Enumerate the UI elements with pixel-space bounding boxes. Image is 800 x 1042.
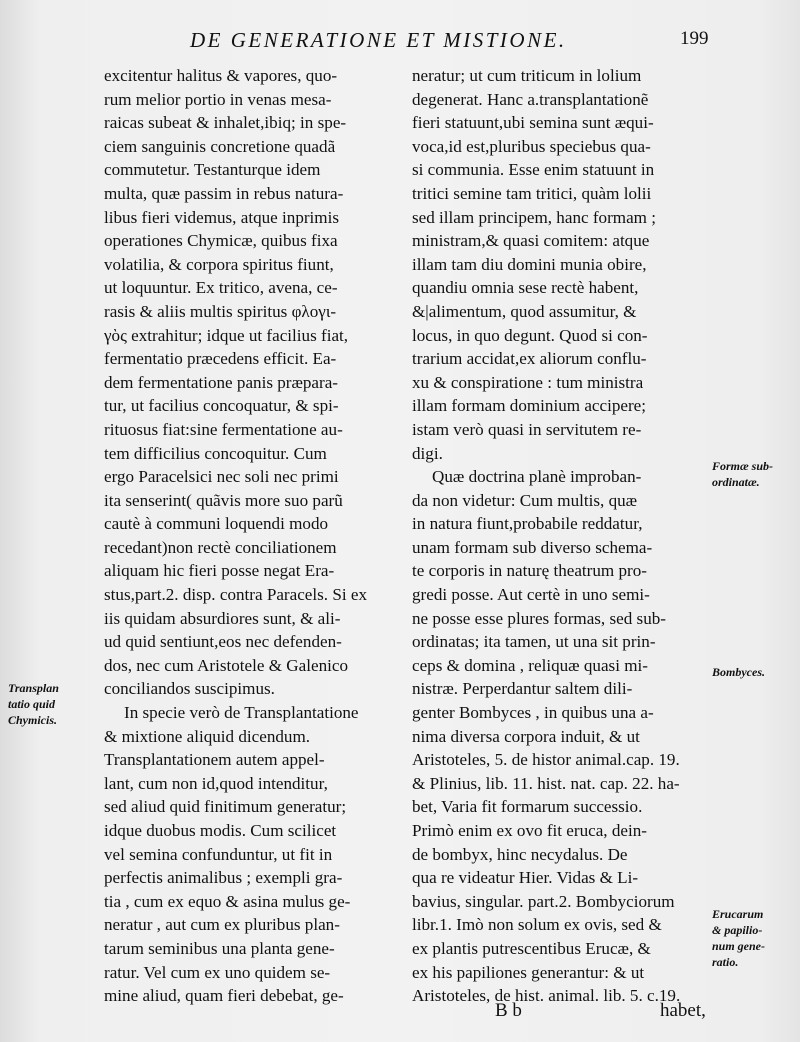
text-line: neratur; ut cum triticum in lolium (412, 66, 642, 85)
running-title: DE GENERATIONE ET MISTIONE. (190, 28, 567, 52)
text-line: aliquam hic fieri posse negat Era- (104, 561, 335, 581)
text-line: illam formam dominium accipere; (412, 396, 647, 416)
text-line: ex his papiliones generantur: & ut (412, 962, 645, 982)
text-line: multa, quæ passim in rebus natura- (104, 183, 344, 203)
text-line: digi. (412, 443, 443, 463)
text-line: recedant)non rectè conciliationem (104, 537, 337, 557)
text-line: ut loquuntur. Ex tritico, avena, ce- (104, 278, 338, 298)
margin-note-formae (712, 458, 798, 490)
margin-note-line: & papilio- (712, 923, 763, 937)
text-line: mine aliud, quam fieri debebat, ge- (104, 986, 344, 1006)
text-line: lant, cum non id,quod intenditur, (104, 773, 328, 793)
text-line: degenerat. Hanc a.transplantationẽ (412, 89, 649, 109)
text-line: excitentur halitus & vapores, quo- (104, 66, 338, 85)
text-line: operationes Chymicæ, quibus fixa (104, 231, 338, 251)
text-line: nistræ. Perperdantur saltem dili- (412, 679, 633, 699)
text-line: trarium accidat,ex aliorum conflu- (412, 349, 647, 369)
text-line: libus fieri videmus, atque inprimis (104, 207, 340, 227)
text-line: in natura fiunt,probabile reddatur, (412, 514, 643, 534)
text-line: idque duobus modis. Cum scilicet (104, 821, 337, 840)
margin-note-bombyces (712, 664, 798, 680)
text-line: rituosus fiat:sine fermentatione au- (104, 419, 343, 439)
text-line: In specie verò de Transplantatione (124, 703, 359, 723)
right-text-column (412, 64, 710, 1008)
text-line: bavius, singular. part.2. Bombyciorum (412, 891, 675, 911)
text-line: ratur. Vel cum ex uno quidem se- (104, 962, 331, 982)
margin-note-line: ordinatæ. (712, 475, 760, 489)
text-line: illam tam diu domini munia obire, (412, 254, 647, 274)
text-line: qua re videatur Hier. Vidas & Li- (412, 868, 639, 888)
margin-note-erucarum (712, 906, 798, 970)
signature-mark: B b (495, 1000, 522, 1021)
text-line: voca,id est,pluribus speciebus qua- (412, 136, 651, 156)
margin-note-line: Formæ sub- (712, 459, 774, 473)
page-number: 199 (680, 28, 709, 49)
text-line: neratur , aut cum ex pluribus plan- (104, 915, 340, 935)
margin-note-line: num gene- (712, 939, 766, 953)
text-line: tarum seminibus una planta gene- (104, 938, 335, 958)
text-line: ciem sanguinis concretione quadã (104, 136, 336, 156)
text-line: dem fermentatione panis præpara- (104, 372, 338, 392)
text-line: libr.1. Imò non solum ex ovis, sed & (412, 915, 662, 935)
text-line: nima diversa corpora induit, & ut (412, 726, 640, 746)
text-line: genter Bombyces , in quibus una a- (412, 703, 654, 723)
text-line: ex plantis putrescentibus Erucæ, & (412, 938, 651, 958)
text-line: ministram,& quasi comitem: atque (412, 231, 650, 251)
text-line: istam verò quasi in servitutem re- (412, 419, 642, 439)
text-line: fieri statuunt,ubi semina sunt æqui- (412, 113, 654, 133)
text-line: stus,part.2. disp. contra Paracels. Si ex (104, 585, 368, 605)
text-line: vel semina confunduntur, ut fit in (104, 844, 333, 864)
text-line: unam formam sub diverso schema- (412, 537, 653, 557)
text-line: Primò enim ex ovo fit eruca, dein- (412, 821, 647, 840)
text-line: ne posse esse plures formas, sed sub- (412, 608, 666, 628)
margin-note-line: Transplan (8, 681, 59, 695)
text-line: dos, nec cum Aristotele & Galenico (104, 655, 348, 675)
text-line: rum melior portio in venas mesa- (104, 89, 332, 109)
text-line: sed illam principem, hanc formam ; (412, 207, 656, 227)
text-line: quandiu omnia sese rectè habent, (412, 278, 639, 298)
catchword: habet, (660, 1000, 706, 1021)
margin-note-line: tatio quid (8, 697, 56, 711)
text-line: Aristoteles, 5. de histor animal.cap. 19. (412, 750, 680, 770)
text-line: bet, Varia fit formarum successio. (412, 797, 643, 817)
text-line: Aristoteles, de hist. animal. lib. 5. c.19. (412, 986, 681, 1006)
text-line: te corporis in naturę theatrum pro- (412, 561, 647, 581)
text-line: da non videtur: Cum multis, quæ (412, 490, 638, 510)
text-line: ita senserint( quãvis more suo parũ (104, 490, 343, 510)
text-line: ergo Paracelsici nec soli nec primi (104, 467, 339, 487)
text-line: gredi posse. Aut certè in uno semi- (412, 585, 650, 605)
text-line: sed aliud quid finitimum generatur; (104, 797, 347, 817)
text-line: tia , cum ex equo & asina mulus ge- (104, 891, 351, 911)
margin-note-line: Chymicis. (8, 713, 58, 727)
margin-note-line: Bombyces. (712, 665, 765, 679)
text-line: γὸς extrahitur; idque ut facilius fiat, (104, 325, 349, 345)
text-line: &|alimentum, quod assumitur, & (412, 301, 637, 321)
margin-note-line: Erucarum (712, 907, 764, 921)
text-line: ud quid sentiunt,eos nec defenden- (104, 632, 342, 652)
text-line: locus, in quo degunt. Quod si con- (412, 325, 648, 345)
margin-note-line: ratio. (712, 955, 739, 969)
left-text-column (104, 64, 400, 1008)
text-line: conciliandos suscipimus. (104, 679, 275, 699)
text-line: tem difficilius concoquitur. Cum (104, 443, 327, 463)
running-header (0, 26, 800, 56)
text-line: tritici semine tam tritici, quàm lolii (412, 183, 652, 203)
text-line: perfectis animalibus ; exempli gra- (104, 868, 343, 888)
text-line: & mixtione aliquid dicendum. (104, 726, 311, 746)
text-line: cautè à communi loquendi modo (104, 514, 329, 534)
text-line: volatilia, & corpora spiritus fiunt, (104, 254, 334, 274)
text-line: si communia. Esse enim statuunt in (412, 160, 655, 180)
text-line: Transplantationem autem appel- (104, 750, 325, 770)
text-line: xu & conspiratione : tum ministra (412, 372, 644, 392)
margin-note-transplantatio (8, 680, 98, 728)
text-line: ceps & domina , reliquæ quasi mi- (412, 655, 648, 675)
text-line: commutetur. Testanturque idem (104, 160, 321, 180)
text-line: & Plinius, lib. 11. hist. nat. cap. 22. ha- (412, 773, 680, 793)
text-line: iis quidam absurdiores sunt, & ali- (104, 608, 341, 628)
text-line: ordinatas; ita tamen, ut una sit prin- (412, 632, 656, 652)
text-line: Quæ doctrina planè improban- (432, 467, 642, 487)
text-line: rasis & aliis multis spiritus φλογι- (104, 301, 337, 321)
text-line: raicas subeat & inhalet,ibiq; in spe- (104, 113, 347, 133)
text-line: tur, ut facilius concoquatur, & spi- (104, 396, 339, 416)
text-line: de bombyx, hinc necydalus. De (412, 844, 628, 864)
text-line: fermentatio præcedens efficit. Ea- (104, 349, 337, 369)
